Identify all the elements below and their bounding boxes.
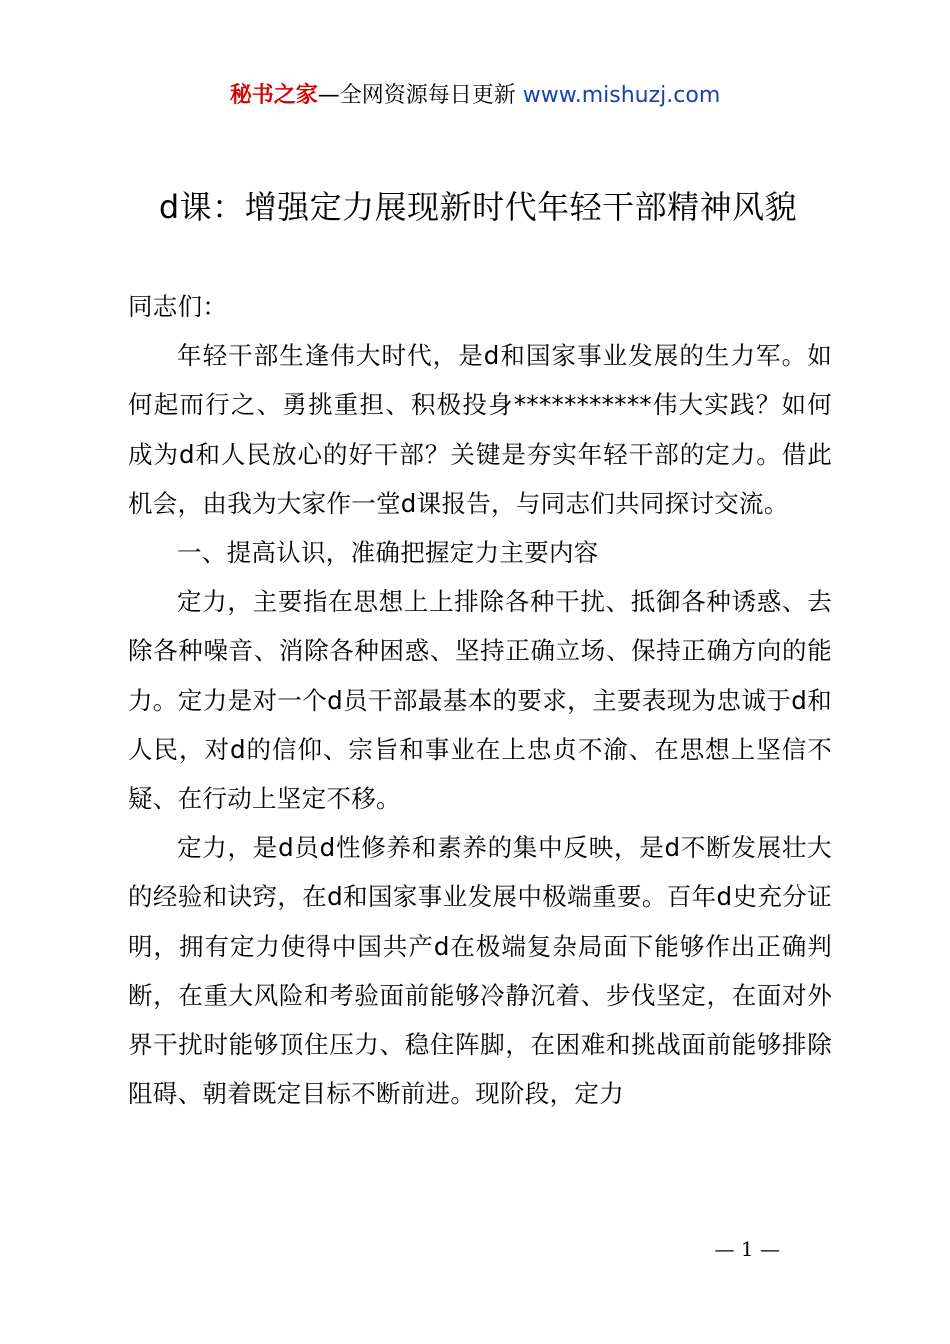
salutation: 同志们： <box>128 292 228 321</box>
paragraph-intro: 年轻干部生逢伟大时代，是d和国家事业发展的生力军。如何起而行之、勇挑重担、积极投身***********伟大实践？如何成为d和人民放心的好干部？关键是夯实年轻干部的定力。借此机会，由我为大家作一堂d课报告，与同志们共同探讨交流。 <box>128 341 832 518</box>
section-heading-1: 一、提高认识，准确把握定力主要内容 <box>177 538 599 568</box>
site-brand: 秘书之家 <box>229 83 318 108</box>
page-number: — 1 — <box>714 1237 780 1261</box>
paragraph-definition: 定力，主要指在思想上上排除各种干扰、抵御各种诱惑、去除各种噪音、消除各种困惑、坚持正确立场、保持正确方向的能力。定力是对一个d员干部最基本的要求，主要表现为忠诚于d和人民，对d的信仰、宗旨和事业在上忠贞不渝、在思想上坚信不疑、在行动上坚定不移。 <box>128 587 832 814</box>
paragraph-importance: 定力，是d员d性修养和素养的集中反映，是d不断发展壮大的经验和诀窍，在d和国家事业发展中极端重要。百年d史充分证明，拥有定力使得中国共产d在极端复杂局面下能够作出正确判断，在重大风险和考验面前能够冷静沉着、步伐坚定，在面对外界干扰时能够顶住压力、稳住阵脚，在困难和挑战面前能够排除阻碍、朝着既定目标不断前进。现阶段，定力 <box>128 833 832 1109</box>
document-title: d课：增强定力展现新时代年轻干部精神风貌 <box>158 188 798 226</box>
site-url[interactable]: www.mishuzj.com <box>522 83 721 108</box>
site-header <box>0 80 950 112</box>
site-tagline: —全网资源每日更新 <box>317 83 523 108</box>
document-body <box>128 282 832 1118</box>
